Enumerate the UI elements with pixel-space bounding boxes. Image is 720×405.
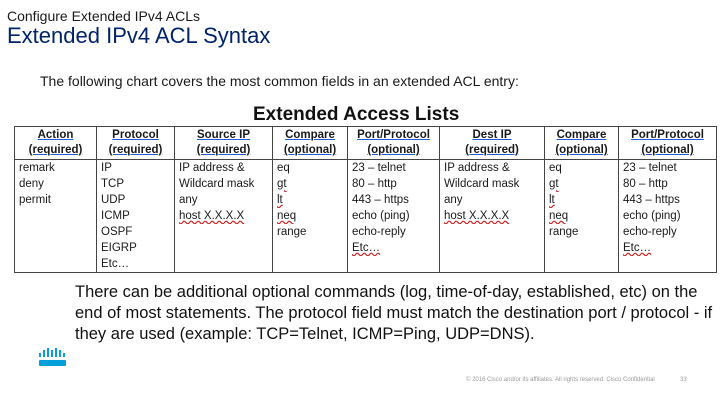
table-title: Extended Access Lists — [253, 104, 460, 125]
table-cell: Etc… — [619, 240, 717, 256]
table-cell — [175, 256, 273, 273]
table-cell: 80 – http — [348, 176, 440, 192]
table-cell — [545, 240, 619, 256]
table-cell — [545, 256, 619, 273]
table-cell: OSPF — [97, 224, 175, 240]
table-cell: lt — [545, 192, 619, 208]
table-cell: range — [545, 224, 619, 240]
table-cell: echo (ping) — [348, 208, 440, 224]
table-cell: host X.X.X.X — [440, 208, 545, 224]
table-cell: gt — [545, 176, 619, 192]
table-cell: host X.X.X.X — [175, 208, 273, 224]
table-cell: deny — [15, 176, 97, 192]
table-cell: UDP — [97, 192, 175, 208]
table-cell: 443 – https — [348, 192, 440, 208]
table-cell — [440, 224, 545, 240]
cisco-logo — [38, 347, 68, 369]
table-cell: remark — [15, 160, 97, 177]
table-cell: any — [175, 192, 273, 208]
table-cell: neq — [273, 208, 348, 224]
table-row — [15, 240, 717, 256]
table-cell: eq — [273, 160, 348, 177]
page-number: 33 — [680, 377, 687, 383]
header-source-ip: Source IP (required) — [175, 127, 273, 160]
table-cell: lt — [273, 192, 348, 208]
table-cell — [175, 240, 273, 256]
table-cell: 23 – telnet — [348, 160, 440, 177]
table-cell: echo (ping) — [619, 208, 717, 224]
table-cell: permit — [15, 192, 97, 208]
table-cell: 23 – telnet — [619, 160, 717, 177]
table-cell — [15, 208, 97, 224]
table-row — [15, 256, 717, 273]
header-port-protocol-dest: Port/Protocol (optional) — [619, 127, 717, 160]
table-cell — [619, 256, 717, 273]
table-cell: 443 – https — [619, 192, 717, 208]
table-cell: IP address & — [175, 160, 273, 177]
note-text: There can be additional optional commands (log, time-of-day, established, etc) on the end of most statements. The protocol field must match the destination port / protocol - if they are used (example: TCP=Telnet, ICMP=Ping, UDP=DNS). — [75, 283, 713, 343]
table-cell — [15, 256, 97, 273]
breadcrumb: Configure Extended IPv4 ACLs — [7, 8, 201, 24]
table-cell: TCP — [97, 176, 175, 192]
header-compare-source: Compare (optional) — [273, 127, 348, 160]
table-cell — [440, 256, 545, 273]
table-cell: ICMP — [97, 208, 175, 224]
table-cell: neq — [545, 208, 619, 224]
table-cell: eq — [545, 160, 619, 177]
table-row — [15, 224, 717, 240]
table-cell — [348, 256, 440, 273]
copyright-footer: © 2016 Cisco and/or its affiliates. All rights reserved. Cisco Confidential — [466, 377, 655, 383]
acl-syntax-table — [14, 126, 717, 273]
table-cell: IP address & — [440, 160, 545, 177]
table-row — [15, 160, 717, 177]
table-cell — [440, 240, 545, 256]
table-cell — [15, 240, 97, 256]
table-cell: EIGRP — [97, 240, 175, 256]
slide-title: Extended IPv4 ACL Syntax — [7, 23, 271, 48]
intro-text: The following chart covers the most common fields in an extended ACL entry: — [40, 73, 519, 89]
table-cell: IP — [97, 160, 175, 177]
table-header-row — [15, 127, 717, 160]
table-cell: echo-reply — [348, 224, 440, 240]
header-protocol: Protocol (required) — [97, 127, 175, 160]
table-cell — [273, 240, 348, 256]
table-row — [15, 176, 717, 192]
table-cell — [175, 224, 273, 240]
table-cell: Wildcard mask — [440, 176, 545, 192]
table-cell: Wildcard mask — [175, 176, 273, 192]
table-cell: Etc… — [348, 240, 440, 256]
table-cell — [15, 224, 97, 240]
table-cell — [273, 256, 348, 273]
table-cell: gt — [273, 176, 348, 192]
table-cell: range — [273, 224, 348, 240]
table-row — [15, 192, 717, 208]
table-cell: 80 – http — [619, 176, 717, 192]
table-cell: Etc… — [97, 256, 175, 273]
header-action: Action (required) — [15, 127, 97, 160]
table-cell: any — [440, 192, 545, 208]
header-compare-dest: Compare (optional) — [545, 127, 619, 160]
header-dest-ip: Dest IP (required) — [440, 127, 545, 160]
table-row — [15, 208, 717, 224]
header-port-protocol-source: Port/Protocol (optional) — [348, 127, 440, 160]
table-cell: echo-reply — [619, 224, 717, 240]
